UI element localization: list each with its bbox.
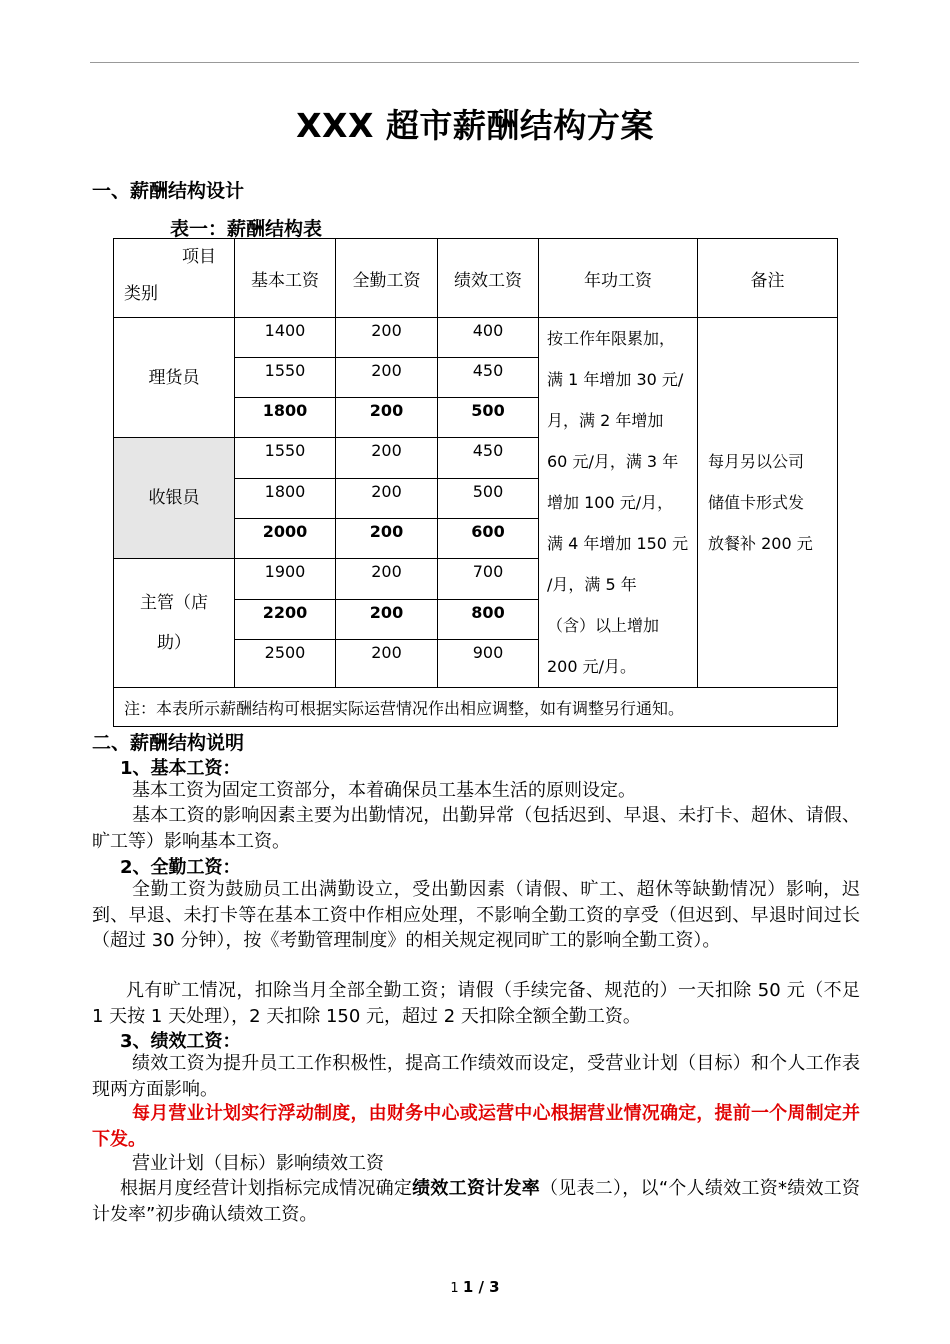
table-row [114, 318, 838, 358]
seniority-description [539, 318, 698, 688]
cell-performance: 450 [438, 438, 539, 479]
remark-description [698, 318, 838, 688]
table-caption: 表一：薪酬结构表 [170, 218, 323, 240]
paragraph: 基本工资的影响因素主要为出勤情况，出勤异常（包括迟到、早退、未打卡、超休、请假、旷工等）影响基本工资。 [92, 805, 860, 852]
section2-heading: 二、薪酬结构说明 [92, 732, 245, 754]
paragraph-bold-text: 绩效工资计发率 [412, 1178, 540, 1199]
salary-structure-table [113, 238, 838, 727]
seniority-line: 满 1 年增加 30 元/ [547, 370, 684, 389]
remark-line: 每月另以公司 [708, 452, 805, 471]
paragraph-text: （见表二），以“个人绩效工资*绩效工资计发率”初步确认绩效工资。 [92, 1178, 861, 1225]
paragraph-text: 根据月度经营计划指标完成情况确定 [120, 1178, 413, 1199]
seniority-line: 按工作年限累加， [547, 329, 676, 348]
cell-attendance: 200 [336, 358, 438, 398]
subheading-attendance-salary: 2、全勤工资： [120, 857, 241, 878]
cell-attendance: 200 [336, 479, 438, 519]
category-stocker: 理货员 [114, 318, 235, 438]
cell-performance: 500 [438, 398, 539, 438]
cell-performance: 800 [438, 600, 539, 640]
header-seniority-salary: 年功工资 [539, 239, 698, 318]
remark-line: 放餐补 200 元 [708, 534, 813, 553]
seniority-line: （含）以上增加 [547, 616, 660, 635]
category-supervisor [114, 559, 235, 688]
seniority-line: 60 元/月，满 3 年 [547, 452, 679, 471]
cell-attendance: 200 [336, 559, 438, 600]
cell-basic: 1550 [235, 438, 336, 479]
cell-performance: 900 [438, 640, 539, 688]
cell-basic: 1400 [235, 318, 336, 358]
cell-basic: 1550 [235, 358, 336, 398]
paragraph: 绩效工资为提升员工工作积极性，提高工作绩效而设定，受营业计划（目标）和个人工作表现两方面影响。 [92, 1053, 860, 1100]
category-cashier: 收银员 [114, 438, 235, 559]
remark-line: 储值卡形式发 [708, 493, 805, 512]
paragraph-highlight: 每月营业计划实行浮动制度，由财务中心或运营中心根据营业情况确定，提前一个周制定并下发。 [92, 1103, 860, 1150]
section1-heading: 一、薪酬结构设计 [92, 180, 245, 202]
paragraph: 凡有旷工情况，扣除当月全部全勤工资；请假（手续完备、规范的）一天扣除 50 元（不足 1 天按 1 天处理），2 天扣除 150 元，超过 2 天扣除全额全勤工资。 [92, 980, 860, 1027]
cell-basic: 1800 [235, 398, 336, 438]
cell-performance: 600 [438, 519, 539, 559]
table-note: 注：本表所示薪酬结构可根据实际运营情况作出相应调整，如有调整另行通知。 [114, 688, 838, 727]
cell-basic: 2000 [235, 519, 336, 559]
table-header-row [114, 239, 838, 318]
page-footer [0, 1278, 950, 1296]
page-number: 1 / 3 [462, 1278, 500, 1296]
cell-attendance: 200 [336, 438, 438, 479]
cell-performance: 700 [438, 559, 539, 600]
category-supervisor-line: 主管（店 [140, 593, 208, 613]
cell-attendance: 200 [336, 640, 438, 688]
cell-performance: 400 [438, 318, 539, 358]
header-attendance-salary: 全勤工资 [336, 239, 438, 318]
header-category-label: 类别 [124, 284, 158, 304]
header-performance-salary: 绩效工资 [438, 239, 539, 318]
seniority-line: 月，满 2 年增加 [547, 411, 664, 430]
cell-attendance: 200 [336, 318, 438, 358]
paragraph: 全勤工资为鼓励员工出满勤设立，受出勤因素（请假、旷工、超休等缺勤情况）影响，迟到、早退、未打卡等在基本工资中作相应处理，不影响全勤工资的享受（但迟到、早退时间过长（超过 30 分钟），按《考勤管理制度》的相关规定视同旷工的影响全勤工资）。 [92, 879, 860, 951]
cell-basic: 1800 [235, 479, 336, 519]
seniority-line: 增加 100 元/月， [547, 493, 674, 512]
cell-basic: 2200 [235, 600, 336, 640]
seniority-line: 满 4 年增加 150 元 [547, 534, 689, 553]
category-supervisor-line: 助） [157, 633, 191, 653]
cell-attendance: 200 [336, 600, 438, 640]
header-rule [90, 62, 859, 63]
header-remark: 备注 [698, 239, 838, 318]
cell-performance: 500 [438, 479, 539, 519]
seniority-line: 200 元/月。 [547, 657, 637, 676]
paragraph [92, 1176, 860, 1227]
paragraph: 营业计划（目标）影响绩效工资 [132, 1153, 384, 1174]
subheading-performance-salary: 3、绩效工资： [120, 1031, 241, 1052]
seniority-line: /月，满 5 年 [547, 575, 637, 594]
cell-basic: 1900 [235, 559, 336, 600]
header-diagonal-cell [114, 239, 235, 318]
paragraph: 基本工资为固定工资部分，本着确保员工基本生活的原则设定。 [132, 780, 636, 801]
footer-small-number: 1 [450, 1281, 459, 1296]
header-basic-salary: 基本工资 [235, 239, 336, 318]
document-title: XXX 超市薪酬结构方案 [296, 106, 654, 145]
cell-attendance: 200 [336, 398, 438, 438]
subheading-basic-salary: 1、基本工资： [120, 758, 241, 779]
cell-basic: 2500 [235, 640, 336, 688]
cell-attendance: 200 [336, 519, 438, 559]
table-note-row [114, 688, 838, 727]
cell-performance: 450 [438, 358, 539, 398]
header-item-label: 项目 [182, 247, 216, 267]
